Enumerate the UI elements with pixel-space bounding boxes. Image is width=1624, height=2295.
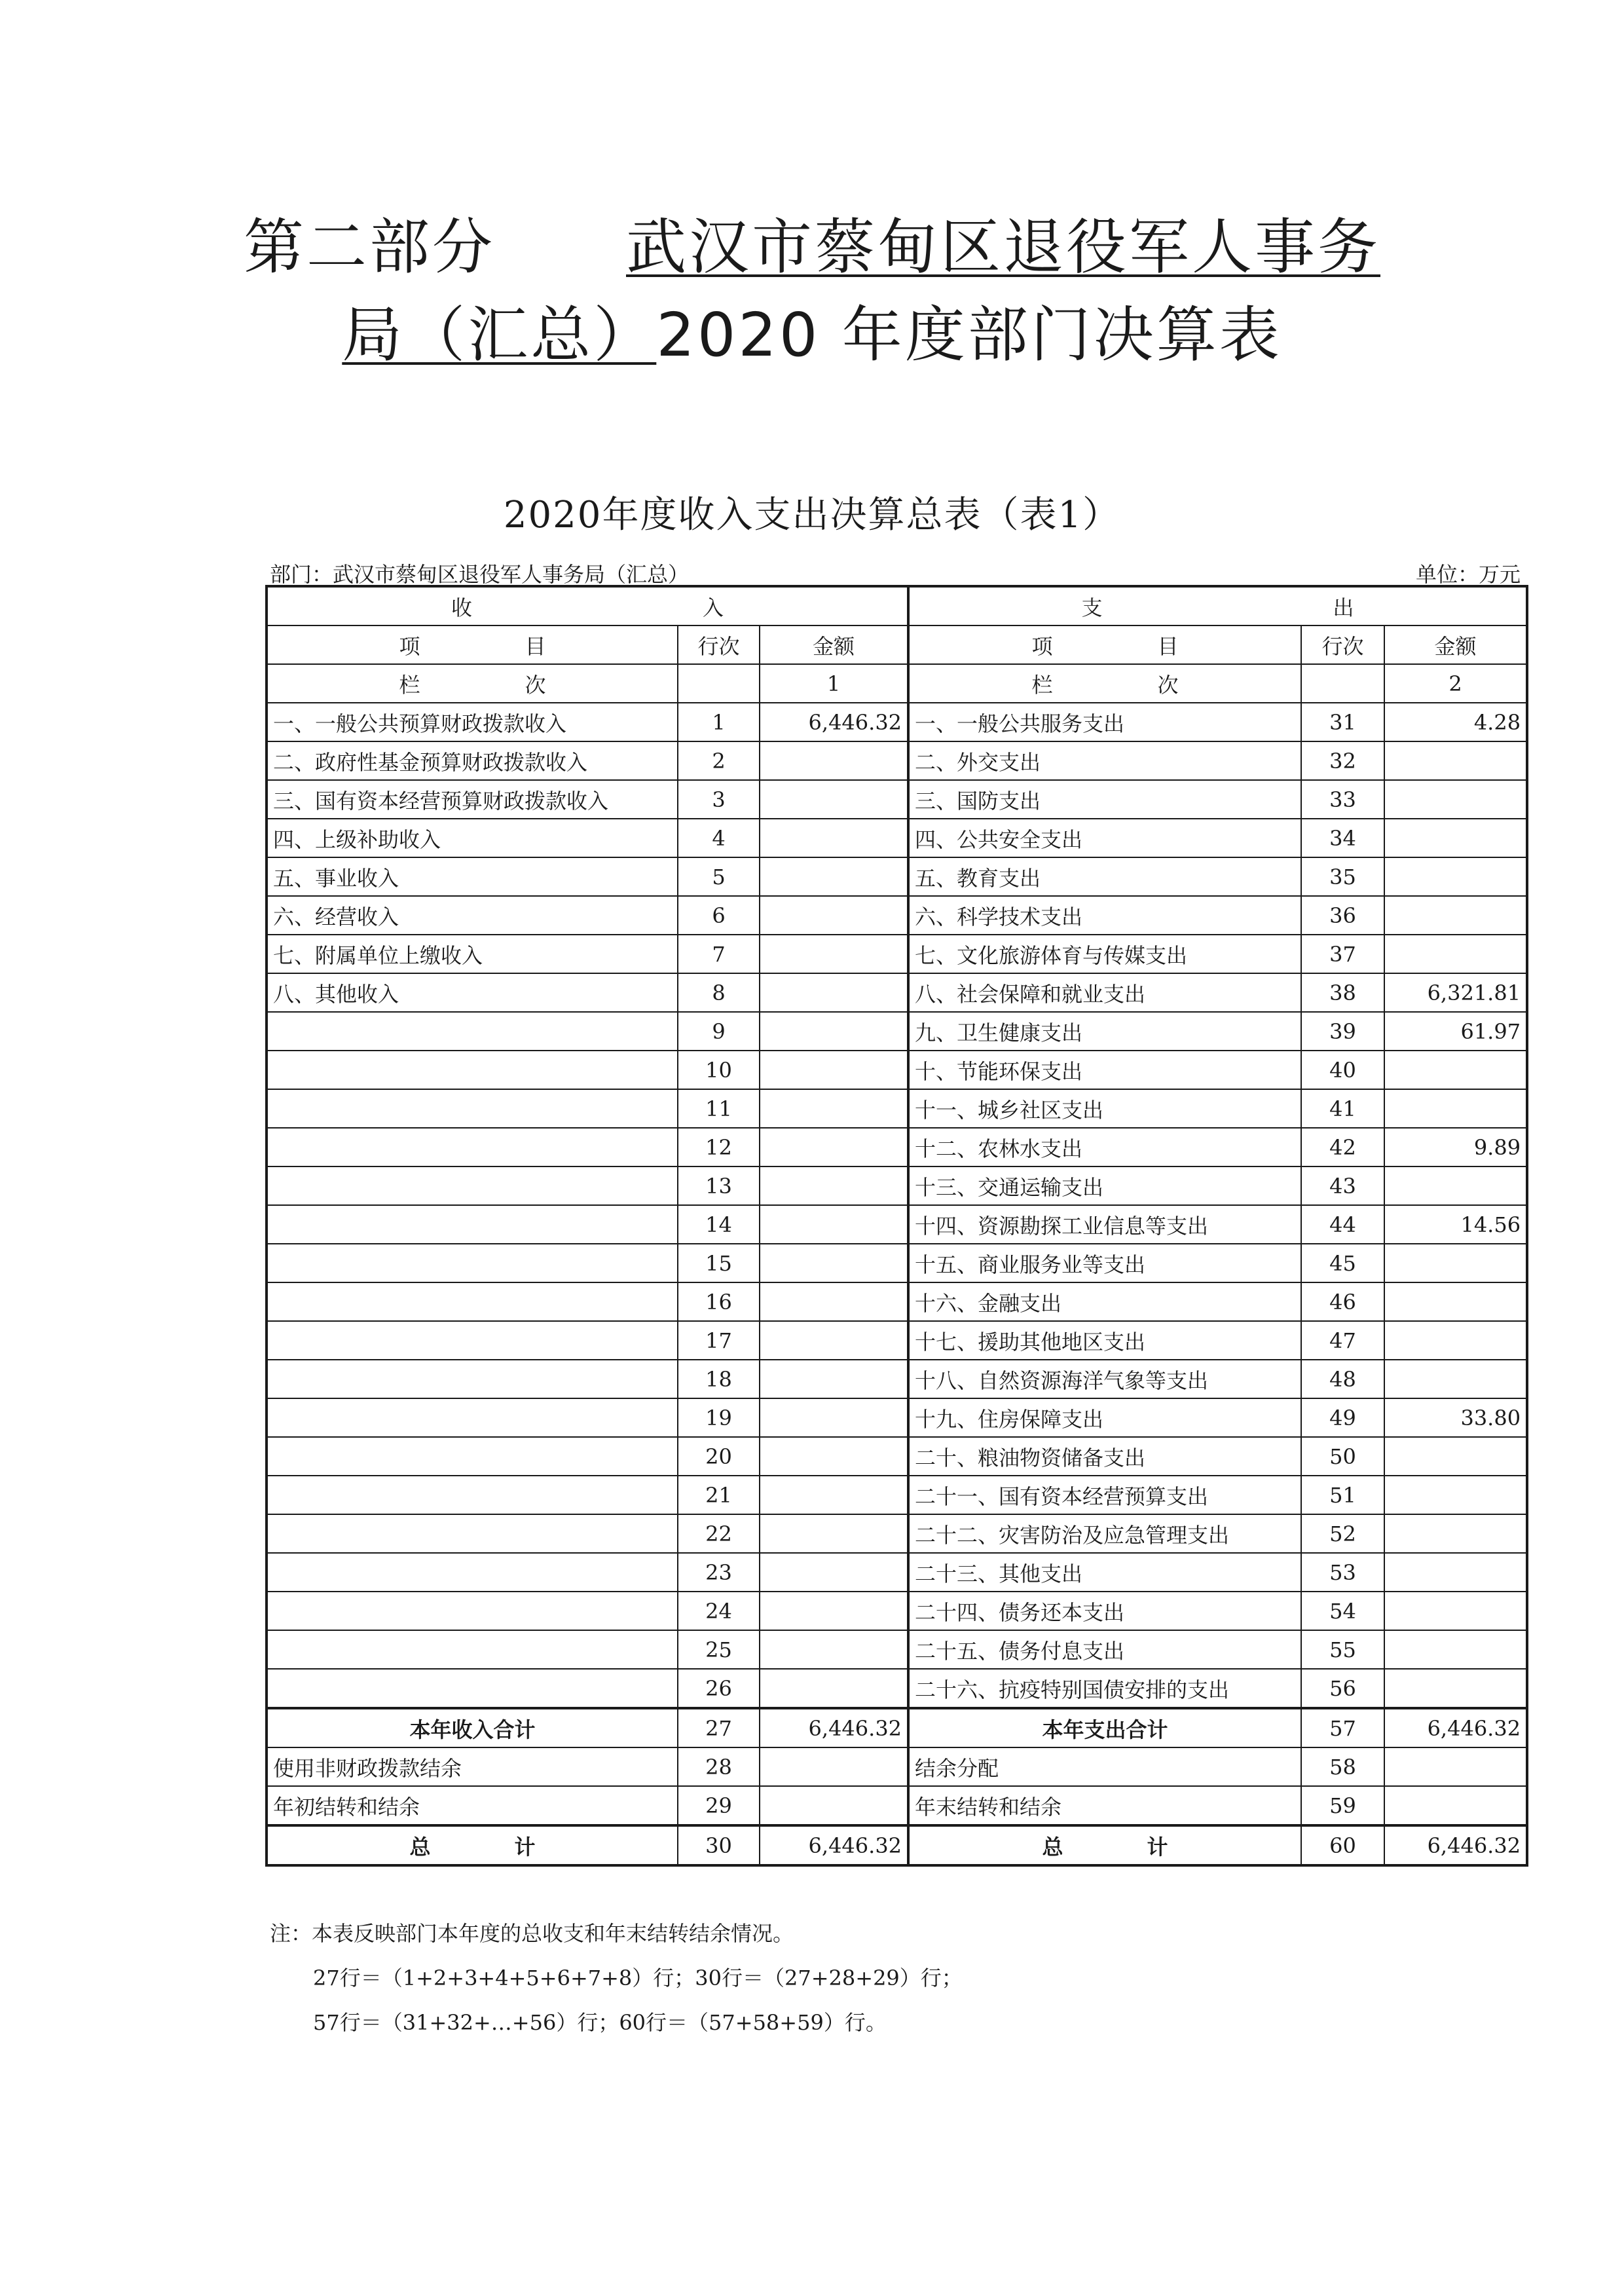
- begin-carry-no: 29: [678, 1786, 760, 1825]
- income-item: 二、政府性基金预算财政拨款收入: [267, 741, 678, 780]
- carry-row: [267, 1786, 1527, 1825]
- income-row-no: 22: [678, 1514, 760, 1553]
- income-item: [267, 1089, 678, 1128]
- expense-row-no: 56: [1301, 1669, 1384, 1708]
- nonfiscal-amount: [760, 1747, 908, 1786]
- expense-row-no: 50: [1301, 1437, 1384, 1476]
- expense-row-no: 42: [1301, 1128, 1384, 1166]
- income-row-no: 15: [678, 1244, 760, 1282]
- income-row-no: 21: [678, 1476, 760, 1514]
- income-amount: [760, 857, 908, 896]
- nonfiscal-label: 使用非财政拨款结余: [267, 1747, 678, 1786]
- income-row-no: 14: [678, 1205, 760, 1244]
- heading-rest: 2020 年度部门决算表: [656, 300, 1282, 370]
- income-amount: [760, 1592, 908, 1630]
- table-notes: [270, 1911, 963, 2045]
- income-row-no: 6: [678, 896, 760, 935]
- table-row: [267, 1166, 1527, 1205]
- table-row: [267, 896, 1527, 935]
- grand-expense-label: 总 计: [908, 1825, 1301, 1865]
- income-amount: [760, 1360, 908, 1398]
- year-income-label: 本年收入合计: [267, 1708, 678, 1747]
- income-column-label: 栏 次: [267, 664, 678, 703]
- income-row-no: 24: [678, 1592, 760, 1630]
- expense-item: 二十一、国有资本经营预算支出: [908, 1476, 1301, 1514]
- income-item: 六、经营收入: [267, 896, 678, 935]
- expense-row-no: 48: [1301, 1360, 1384, 1398]
- income-amount: [760, 1514, 908, 1553]
- expense-amount: [1384, 780, 1527, 819]
- income-row-no: 7: [678, 935, 760, 973]
- expense-item-header: 项 目: [908, 625, 1301, 664]
- table-row: [267, 703, 1527, 741]
- expense-row-no: 34: [1301, 819, 1384, 857]
- income-item: 七、附属单位上缴收入: [267, 935, 678, 973]
- year-expense-label: 本年支出合计: [908, 1708, 1301, 1747]
- income-item: 八、其他收入: [267, 973, 678, 1012]
- income-column-no: [678, 664, 760, 703]
- income-item: [267, 1476, 678, 1514]
- table-row: [267, 857, 1527, 896]
- table-row: [267, 1205, 1527, 1244]
- income-amount: [760, 1012, 908, 1051]
- end-carry-label: 年末结转和结余: [908, 1786, 1301, 1825]
- income-item: [267, 1437, 678, 1476]
- expense-row-no-header: 行次: [1301, 625, 1384, 664]
- header-row-1: [267, 586, 1527, 625]
- income-item: [267, 1051, 678, 1089]
- begin-carry-amount: [760, 1786, 908, 1825]
- table-row: [267, 1437, 1527, 1476]
- expense-item: 六、科学技术支出: [908, 896, 1301, 935]
- income-amount: [760, 1205, 908, 1244]
- income-column-index: 1: [760, 664, 908, 703]
- expense-item: 十一、城乡社区支出: [908, 1089, 1301, 1128]
- heading-org-line-2: 局（汇总）: [342, 300, 657, 370]
- table-row: [267, 1476, 1527, 1514]
- expense-item: 十四、资源勘探工业信息等支出: [908, 1205, 1301, 1244]
- expense-amount: [1384, 896, 1527, 935]
- surplus-dist-no: 58: [1301, 1747, 1384, 1786]
- income-row-no: 23: [678, 1553, 760, 1592]
- table-row: [267, 935, 1527, 973]
- expense-row-no: 38: [1301, 973, 1384, 1012]
- income-amount: [760, 1089, 908, 1128]
- year-total-row: [267, 1708, 1527, 1747]
- expense-item: 二十四、债务还本支出: [908, 1592, 1301, 1630]
- expense-row-no: 43: [1301, 1166, 1384, 1205]
- heading-org-line-1: 武汉市蔡甸区退役军人事务: [626, 212, 1381, 282]
- expense-item: 二十五、债务付息支出: [908, 1630, 1301, 1669]
- heading-part: 第二部分: [243, 212, 495, 282]
- expense-item: 十二、农林水支出: [908, 1128, 1301, 1166]
- income-amount: [760, 1321, 908, 1360]
- table-row: [267, 1669, 1527, 1708]
- expense-amount: [1384, 1244, 1527, 1282]
- income-amount: [760, 741, 908, 780]
- income-item: [267, 1630, 678, 1669]
- expense-item: 二十三、其他支出: [908, 1553, 1301, 1592]
- note-line: 注：本表反映部门本年度的总收支和年末结转结余情况。: [270, 1921, 794, 1946]
- expense-amount: [1384, 1282, 1527, 1321]
- income-item: 三、国有资本经营预算财政拨款收入: [267, 780, 678, 819]
- income-row-no: 2: [678, 741, 760, 780]
- income-amount-header: 金额: [760, 625, 908, 664]
- year-income-amount: 6,446.32: [760, 1708, 908, 1747]
- expense-amount: [1384, 1321, 1527, 1360]
- income-item: [267, 1592, 678, 1630]
- income-row-no: 19: [678, 1398, 760, 1437]
- income-item: [267, 1205, 678, 1244]
- income-amount: [760, 1630, 908, 1669]
- income-expense-table: [265, 585, 1528, 1867]
- expense-item: 十、节能环保支出: [908, 1051, 1301, 1089]
- expense-item: 二十二、灾害防治及应急管理支出: [908, 1514, 1301, 1553]
- table-row: [267, 1282, 1527, 1321]
- expense-item: 二十六、抗疫特别国债安排的支出: [908, 1669, 1301, 1708]
- expense-amount: [1384, 1592, 1527, 1630]
- end-carry-amount: [1384, 1786, 1527, 1825]
- expense-amount: 6,321.81: [1384, 973, 1527, 1012]
- income-item: [267, 1360, 678, 1398]
- income-amount: [760, 1437, 908, 1476]
- table-row: [267, 973, 1527, 1012]
- expense-item: 十七、援助其他地区支出: [908, 1321, 1301, 1360]
- expense-amount: [1384, 1089, 1527, 1128]
- table-row: [267, 741, 1527, 780]
- income-row-no: 17: [678, 1321, 760, 1360]
- expense-item: 三、国防支出: [908, 780, 1301, 819]
- income-amount: [760, 1476, 908, 1514]
- income-row-no: 10: [678, 1051, 760, 1089]
- expense-amount: 14.56: [1384, 1205, 1527, 1244]
- surplus-dist-label: 结余分配: [908, 1747, 1301, 1786]
- income-item: [267, 1321, 678, 1360]
- income-amount: [760, 935, 908, 973]
- nonfiscal-no: 28: [678, 1747, 760, 1786]
- income-amount: [760, 1553, 908, 1592]
- income-row-no: 1: [678, 703, 760, 741]
- income-header: 收 入: [267, 586, 908, 625]
- expense-item: 七、文化旅游体育与传媒支出: [908, 935, 1301, 973]
- expense-item: 四、公共安全支出: [908, 819, 1301, 857]
- expense-row-no: 41: [1301, 1089, 1384, 1128]
- income-amount: [760, 896, 908, 935]
- income-row-no: 11: [678, 1089, 760, 1128]
- expense-row-no: 54: [1301, 1592, 1384, 1630]
- table-row: [267, 1514, 1527, 1553]
- expense-item: 二、外交支出: [908, 741, 1301, 780]
- expense-amount: [1384, 1476, 1527, 1514]
- expense-item: 十五、商业服务业等支出: [908, 1244, 1301, 1282]
- table-row: [267, 1128, 1527, 1166]
- table-subtitle: 2020年度收入支出决算总表（表1）: [503, 494, 1121, 536]
- income-row-no: 26: [678, 1669, 760, 1708]
- income-amount: [760, 1051, 908, 1089]
- expense-row-no: 44: [1301, 1205, 1384, 1244]
- grand-income-no: 30: [678, 1825, 760, 1865]
- expense-amount: [1384, 819, 1527, 857]
- header-row-3: [267, 664, 1527, 703]
- expense-row-no: 46: [1301, 1282, 1384, 1321]
- income-amount: [760, 1166, 908, 1205]
- income-item: [267, 1128, 678, 1166]
- expense-amount: [1384, 1051, 1527, 1089]
- table-row: [267, 1398, 1527, 1437]
- expense-amount: [1384, 1669, 1527, 1708]
- table-row: [267, 1360, 1527, 1398]
- expense-row-no: 47: [1301, 1321, 1384, 1360]
- table-row: [267, 1592, 1527, 1630]
- table-row: [267, 1244, 1527, 1282]
- table-row: [267, 1321, 1527, 1360]
- expense-item: 十八、自然资源海洋气象等支出: [908, 1360, 1301, 1398]
- expense-row-no: 31: [1301, 703, 1384, 741]
- income-row-no: 16: [678, 1282, 760, 1321]
- table-row: [267, 780, 1527, 819]
- expense-amount: 9.89: [1384, 1128, 1527, 1166]
- expense-amount: [1384, 1360, 1527, 1398]
- grand-expense-amount: 6,446.32: [1384, 1825, 1527, 1865]
- heading-line-2: [0, 296, 1624, 375]
- table-row: [267, 1630, 1527, 1669]
- unit-label: 单位：万元: [1415, 562, 1521, 587]
- expense-amount: [1384, 1514, 1527, 1553]
- expense-amount: [1384, 1437, 1527, 1476]
- begin-carry-label: 年初结转和结余: [267, 1786, 678, 1825]
- table-row: [267, 819, 1527, 857]
- expense-amount: [1384, 1630, 1527, 1669]
- income-amount: [760, 1128, 908, 1166]
- grand-expense-no: 60: [1301, 1825, 1384, 1865]
- table-row: [267, 1051, 1527, 1089]
- year-income-no: 27: [678, 1708, 760, 1747]
- table-row: [267, 1089, 1527, 1128]
- income-amount: [760, 1669, 908, 1708]
- surplus-dist-amount: [1384, 1747, 1527, 1786]
- expense-row-no: 52: [1301, 1514, 1384, 1553]
- expense-row-no: 51: [1301, 1476, 1384, 1514]
- expense-amount: [1384, 857, 1527, 896]
- income-amount: [760, 973, 908, 1012]
- income-row-no: 3: [678, 780, 760, 819]
- department-label: 部门：武汉市蔡甸区退役军人事务局（汇总）: [270, 562, 690, 587]
- expense-amount: 33.80: [1384, 1398, 1527, 1437]
- income-row-no: 20: [678, 1437, 760, 1476]
- table-row: [267, 1012, 1527, 1051]
- income-item: 五、事业收入: [267, 857, 678, 896]
- income-item-header: 项 目: [267, 625, 678, 664]
- income-item: [267, 1398, 678, 1437]
- income-item: [267, 1012, 678, 1051]
- expense-amount: 4.28: [1384, 703, 1527, 741]
- table-row: [267, 1553, 1527, 1592]
- income-item: [267, 1244, 678, 1282]
- grand-income-label: 总 计: [267, 1825, 678, 1865]
- income-amount: [760, 1282, 908, 1321]
- expense-amount-header: 金额: [1384, 625, 1527, 664]
- expense-column-no: [1301, 664, 1384, 703]
- income-item: 四、上级补助收入: [267, 819, 678, 857]
- end-carry-no: 59: [1301, 1786, 1384, 1825]
- expense-item: 十九、住房保障支出: [908, 1398, 1301, 1437]
- heading-line-1: [0, 208, 1624, 287]
- income-item: 一、一般公共预算财政拨款收入: [267, 703, 678, 741]
- income-item: [267, 1514, 678, 1553]
- expense-amount: [1384, 1166, 1527, 1205]
- grand-total-row: [267, 1825, 1527, 1865]
- income-row-no: 9: [678, 1012, 760, 1051]
- income-row-no-header: 行次: [678, 625, 760, 664]
- income-item: [267, 1282, 678, 1321]
- income-amount: [760, 780, 908, 819]
- income-row-no: 25: [678, 1630, 760, 1669]
- income-item: [267, 1166, 678, 1205]
- income-row-no: 4: [678, 819, 760, 857]
- expense-row-no: 53: [1301, 1553, 1384, 1592]
- nonfiscal-row: [267, 1747, 1527, 1786]
- income-item: [267, 1553, 678, 1592]
- income-amount: [760, 1244, 908, 1282]
- income-amount: [760, 819, 908, 857]
- income-amount: [760, 1398, 908, 1437]
- expense-row-no: 35: [1301, 857, 1384, 896]
- income-row-no: 13: [678, 1166, 760, 1205]
- income-amount: 6,446.32: [760, 703, 908, 741]
- note-line: 27行＝（1+2+3+4+5+6+7+8）行；30行＝（27+28+29）行；: [313, 1966, 963, 1990]
- header-row-2: [267, 625, 1527, 664]
- expense-row-no: 33: [1301, 780, 1384, 819]
- expense-row-no: 32: [1301, 741, 1384, 780]
- expense-row-no: 45: [1301, 1244, 1384, 1282]
- expense-row-no: 55: [1301, 1630, 1384, 1669]
- expense-row-no: 36: [1301, 896, 1384, 935]
- expense-row-no: 40: [1301, 1051, 1384, 1089]
- expense-row-no: 37: [1301, 935, 1384, 973]
- income-item: [267, 1669, 678, 1708]
- expense-row-no: 39: [1301, 1012, 1384, 1051]
- expense-item: 一、一般公共服务支出: [908, 703, 1301, 741]
- expense-amount: 61.97: [1384, 1012, 1527, 1051]
- expense-item: 十六、金融支出: [908, 1282, 1301, 1321]
- expense-amount: [1384, 1553, 1527, 1592]
- income-row-no: 18: [678, 1360, 760, 1398]
- expense-column-label: 栏 次: [908, 664, 1301, 703]
- note-line: 57行＝（31+32+…+56）行；60行＝（57+58+59）行。: [313, 2010, 887, 2035]
- income-row-no: 5: [678, 857, 760, 896]
- expense-item: 八、社会保障和就业支出: [908, 973, 1301, 1012]
- year-expense-amount: 6,446.32: [1384, 1708, 1527, 1747]
- year-expense-no: 57: [1301, 1708, 1384, 1747]
- expense-header: 支 出: [908, 586, 1527, 625]
- expense-amount: [1384, 935, 1527, 973]
- expense-item: 二十、粮油物资储备支出: [908, 1437, 1301, 1476]
- expense-column-index: 2: [1384, 664, 1527, 703]
- expense-item: 五、教育支出: [908, 857, 1301, 896]
- income-row-no: 12: [678, 1128, 760, 1166]
- expense-item: 九、卫生健康支出: [908, 1012, 1301, 1051]
- grand-income-amount: 6,446.32: [760, 1825, 908, 1865]
- expense-amount: [1384, 741, 1527, 780]
- expense-item: 十三、交通运输支出: [908, 1166, 1301, 1205]
- expense-row-no: 49: [1301, 1398, 1384, 1437]
- income-row-no: 8: [678, 973, 760, 1012]
